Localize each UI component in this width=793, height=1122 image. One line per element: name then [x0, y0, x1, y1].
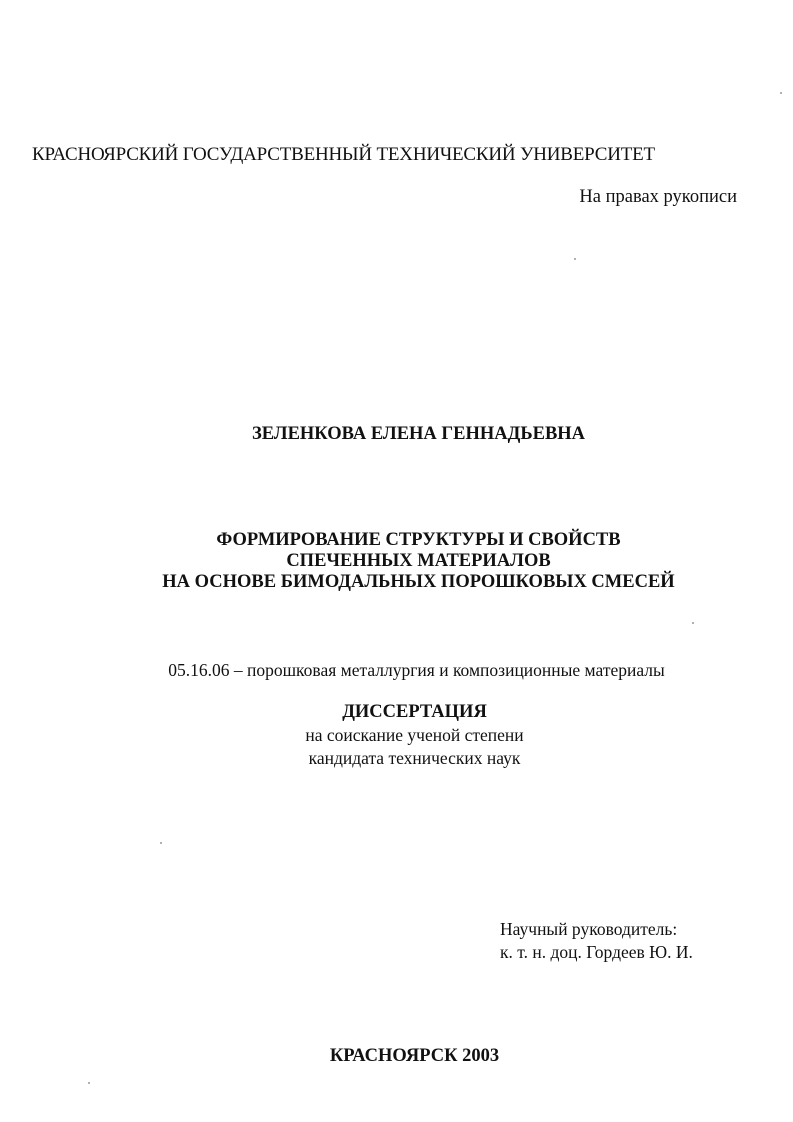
scan-speck	[780, 92, 782, 94]
degree-statement	[18, 724, 793, 770]
scan-speck	[160, 842, 162, 844]
supervisor-label: Научный руководитель:	[500, 919, 678, 939]
document-type: ДИССЕРТАЦИЯ	[342, 702, 487, 722]
author-name: ЗЕЛЕНКОВА ЕЛЕНА ГЕННАДЬЕВНА	[251, 424, 586, 444]
degree-line-1: на соискание ученой степени	[305, 725, 524, 745]
scan-speck	[692, 622, 694, 624]
supervisor-block	[500, 918, 693, 964]
title-line-1: ФОРМИРОВАНИЕ СТРУКТУРЫ И СВОЙСТВ	[216, 530, 621, 550]
scan-speck	[88, 1082, 90, 1084]
manuscript-rights-note: На правах рукописи	[579, 187, 737, 207]
city-and-year: КРАСНОЯРСК 2003	[329, 1046, 500, 1066]
degree-line-2: кандидата технических наук	[308, 748, 521, 768]
university-name: КРАСНОЯРСКИЙ ГОСУДАРСТВЕННЫЙ ТЕХНИЧЕСКИЙ УНИВЕРСИТЕТ	[32, 144, 655, 165]
title-line-2: СПЕЧЕННЫХ МАТЕРИАЛОВ	[286, 551, 551, 571]
specialty-code: 05.16.06 – порошковая металлургия и композиционные материалы	[168, 660, 665, 680]
dissertation-title	[22, 530, 793, 593]
scan-speck	[574, 258, 576, 260]
supervisor-name: к. т. н. доц. Гордеев Ю. И.	[500, 942, 693, 962]
title-line-3: НА ОСНОВЕ БИМОДАЛЬНЫХ ПОРОШКОВЫХ СМЕСЕЙ	[162, 572, 675, 592]
